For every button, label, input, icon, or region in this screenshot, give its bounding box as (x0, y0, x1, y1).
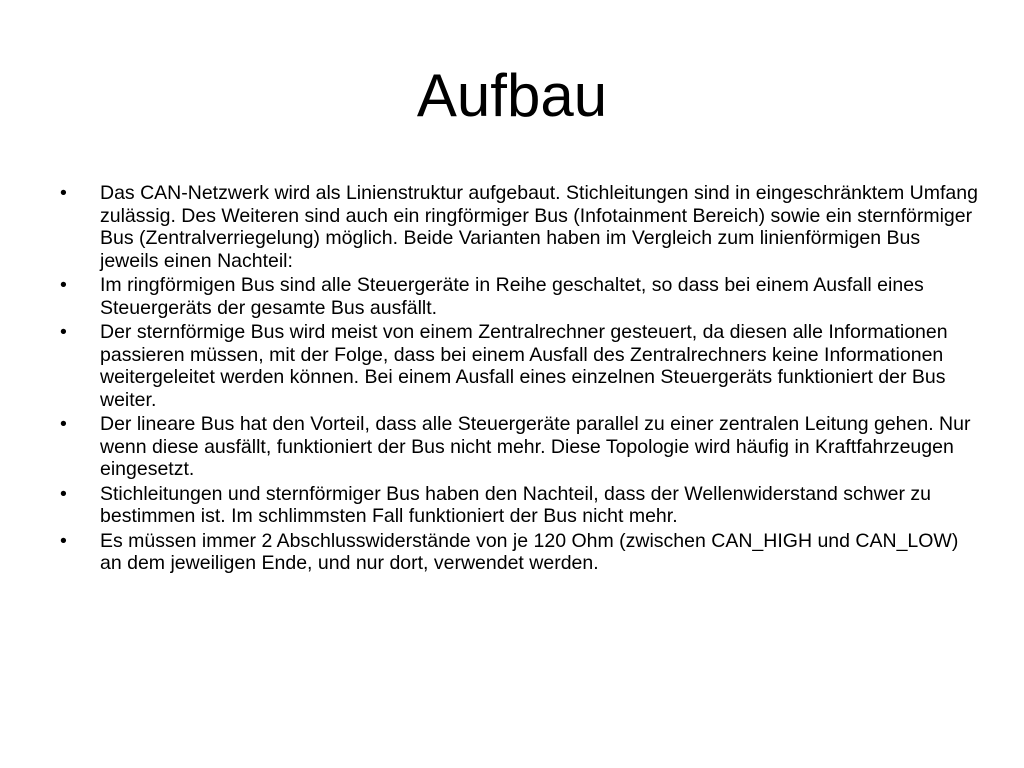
bullet-dot-icon: • (60, 413, 67, 435)
bullet-dot-icon: • (60, 321, 67, 343)
slide-title: Aufbau (416, 62, 608, 129)
bullet-text: Das CAN-Netzwerk wird als Linienstruktur aufgebaut. Stichleitungen sind in eingeschränktem Umfang zulässig. Des Weiteren sind auch ein ringförmiger Bus (Infotainment Bereich) sowie ein sternförmiger Bus (Zentralverriegelung) möglich. Beide Varianten haben im Vergleich zum linienförmigen Bus jeweils einen Nachteil: (100, 182, 978, 272)
bullet-item (60, 274, 980, 319)
bullet-dot-icon: • (60, 274, 67, 296)
bullet-item (60, 321, 980, 411)
bullet-item (60, 530, 980, 575)
bullet-text: Stichleitungen und sternförmiger Bus haben den Nachteil, dass der Wellenwiderstand schwer zu bestimmen ist. Im schlimmsten Fall funktioniert der Bus nicht mehr. (100, 482, 932, 527)
bullet-dot-icon: • (60, 529, 67, 552)
bullet-text: Der lineare Bus hat den Vorteil, dass alle Steuergeräte parallel zu einer zentralen Leitung gehen. Nur wenn diese ausfällt, funktioniert der Bus nicht mehr. Diese Topologie wird häufig in Kraftfahrzeugen eingesetzt. (100, 413, 971, 480)
bullet-item (60, 182, 980, 272)
bullet-dot-icon: • (60, 182, 67, 204)
bullet-text: Im ringförmigen Bus sind alle Steuergeräte in Reihe geschaltet, so dass bei einem Ausfall eines Steuergeräts der gesamte Bus ausfällt. (100, 274, 924, 319)
bullet-text: Es müssen immer 2 Abschlusswiderstände von je 120 Ohm (zwischen CAN_HIGH und CAN_LOW) an dem jeweiligen Ende, und nur dort, verwendet werden. (100, 529, 959, 574)
bullet-text: Der sternförmige Bus wird meist von einem Zentralrechner gesteuert, da diesen alle Informationen passieren müssen, mit der Folge, dass bei einem Ausfall des Zentralrechners keine Informationen weitergeleitet werden können. Bei einem Ausfall eines einzelnen Steuergeräts funktioniert der Bus weiter. (100, 321, 948, 411)
bullet-dot-icon: • (60, 482, 67, 505)
bullet-item (60, 483, 980, 528)
bullet-list (60, 182, 980, 577)
bullet-item (60, 413, 980, 481)
